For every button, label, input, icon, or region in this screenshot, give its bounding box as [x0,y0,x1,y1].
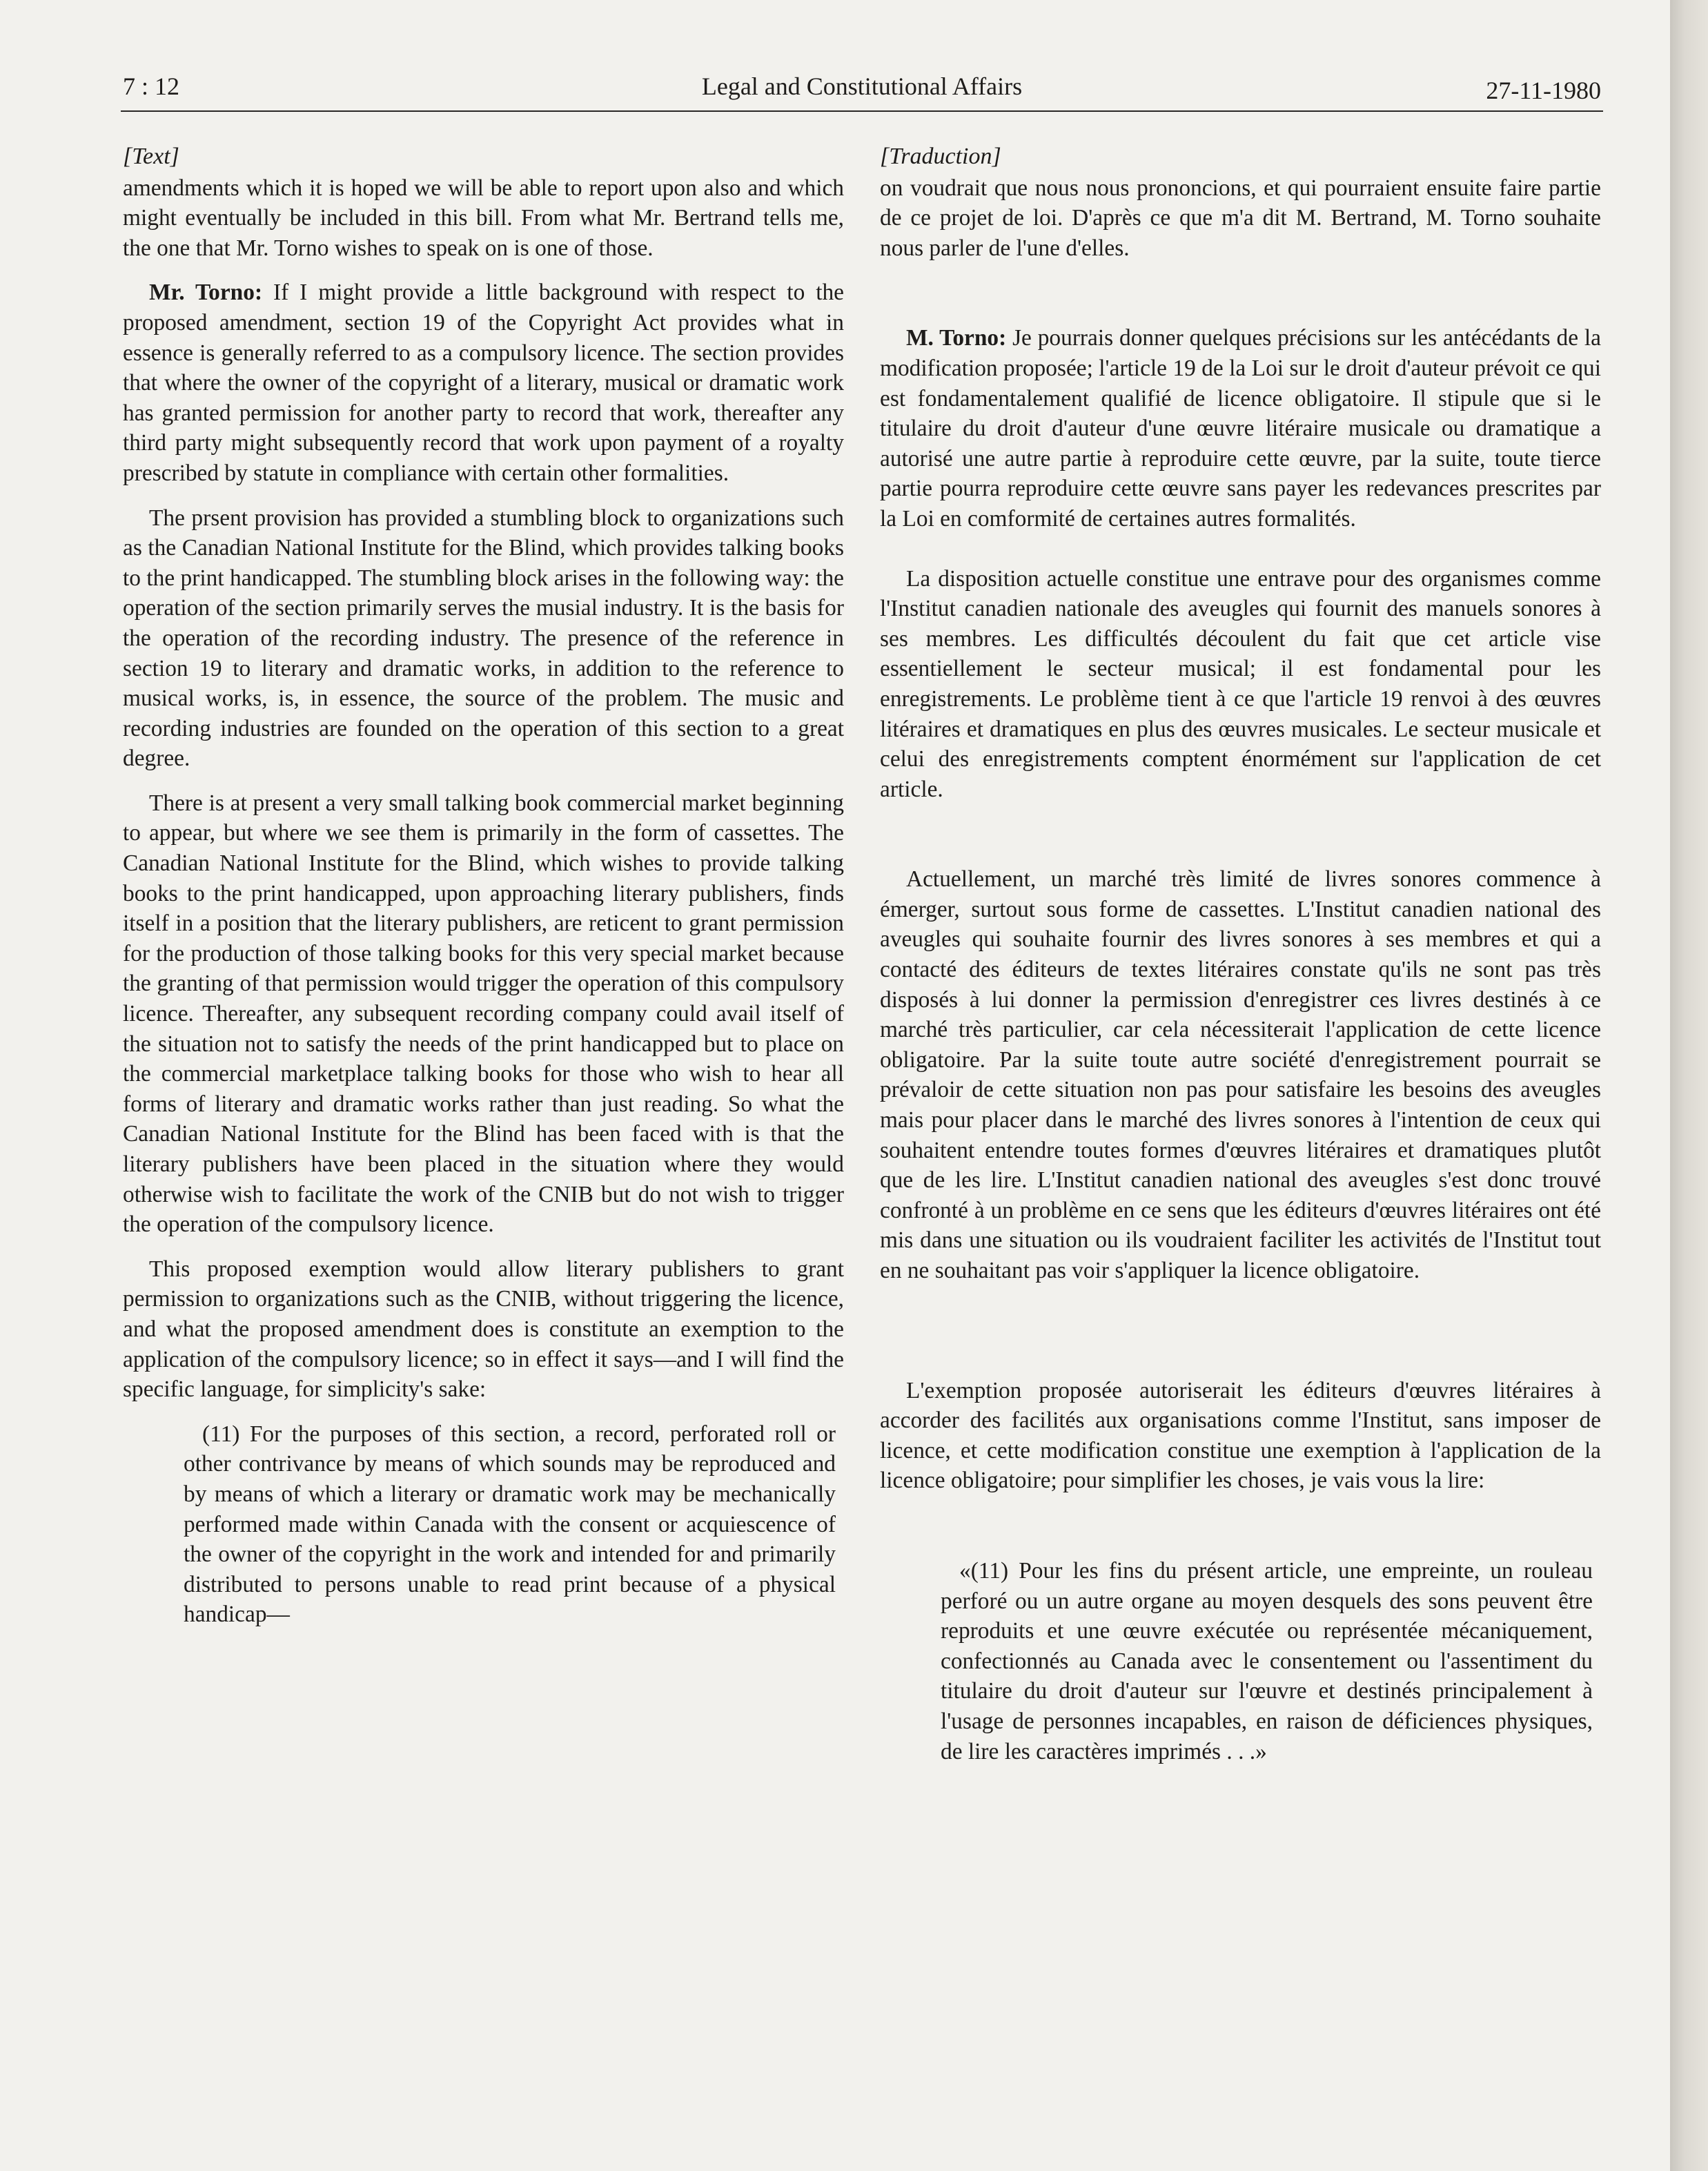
running-title: Legal and Constitutional Affairs [701,72,1023,100]
speaker-name: Mr. Torno: [149,280,263,306]
page-header [123,69,1601,110]
french-quoted-subsection: «(11) Pour les fins du présent article, une empreinte, un rouleau perforé ou un autre organe au moyen desquels des sons peuvent être reproduits et une œuvre exécutée ou représentée mécaniquement, confectionnés au Canada avec le consentement ou l'assentiment du titulaire du droit d'auteur sur l'œuvre et destinés principalement à l'usage de personnes incapables, en raison de déficiences physiques, de lire les caractères imprimés . . .» [941,1557,1593,1764]
french-paragraph-5: L'exemption proposée autoriserait les éditeurs d'œuvres litéraires à accorder des facilités aux organisations comme l'Institut, sans imposer de licence, et cette modification constitue une exemption à l'application de la licence obligatoire; pour simplifier les choses, je vais vous la lire: [880,1377,1601,1494]
page-date: 27-11-1980 [1486,77,1601,104]
english-paragraph-3: The prsent provision has provided a stumbling block to organizations such as the Canadian National Institute for the Blind, which provides talking books to the print handicapped. The stumbling block arises in the following way: the operation of the section primarily serves the musial industry. It is the basis for the operation of the recording industry. The presence of the reference in section 19 to literary and dramatic works, in addition to the reference to musical works, is, in essence, the source of the problem. The music and recording industries are founded on the operation of this section to a great degree. [123,505,844,772]
english-quoted-subsection: (11) For the purposes of this section, a record, perforated roll or other contrivance by means of which sounds may be reproduced and by means of which a literary or dramatic work may be mechanically performed made within Canada with the consent or acquiescence of the owner of the copyright in the work and intended for and primarily distributed to persons unable to read print because of a physical handicap— [184,1421,836,1628]
english-paragraph-4: There is at present a very small talking book commercial market beginning to appear, but where we see them is primarily in the form of cassettes. The Canadian National Institute for the Blind, which wishes to provide talking books to the print handicapped, upon approaching literary publishers, finds itself in a position that the literary publishers, are reticent to grant permission for the production of those talking books for this very special market because the granting of that permission would trigger the operation of this compulsory licence. Thereafter, any subsequent recording company could avail itself of the situation not to satisfy the needs of the print handicapped but to place on the commercial marketplace talking books for those who wish to hear all forms of literary and dramatic works rather than just reading. So what the Canadian National Institute for the Blind has been faced with is that the literary publishers have been placed in the situation where they would otherwise wish to facilitate the work of the CNIB but do not wish to trigger the operation of the compulsory licence. [123,790,844,1238]
speaker-name: M. Torno: [906,325,1007,351]
english-paragraph-1: amendments which it is hoped we will be able to report upon also and which might eventually be included in this bill. From what Mr. Bertrand tells me, the one that Mr. Torno wishes to speak on is one of those. [123,175,844,261]
french-paragraph-1: on voudrait que nous nous prononcions, et qui pourraient ensuite faire partie de ce projet de loi. D'après ce que m'a dit M. Bertrand, M. Torno souhaite nous parler de l'une d'elles. [880,175,1601,261]
french-paragraph-4: Actuellement, un marché très limité de livres sonores commence à émerger, surtout sous forme de cassettes. L'Institut canadien national des aveugles qui souhaite fournir des livres sonores à ses membres et qui a contacté des éditeurs de textes litéraires constate qu'ils ne sont pas très disposés à lui donner la permission d'enregistrer ces livres destinés à ce marché très particulier, car cela nécessiterait l'application de cette licence obligatoire. Par la suite toute autre société d'enregistrement pourrait se prévaloir de cette situation non pas pour satisfaire les besoins des aveugles mais pour placer dans le marché des livres sonores à l'intention de ceux qui souhaitent entendre toutes formes d'œuvres litéraires et dramatiques plutôt que de les lire. L'Institut canadien national des aveugles s'est donc trouvé confronté à un problème en ce sens que les éditeurs d'œuvres litéraires ont été mis dans une situation ou ils voudraient faciliter les activités de l'Institut tout en ne souhaitant pas voir s'appliquer la licence obligatoire. [880,866,1601,1283]
english-paragraph-2 [123,278,844,488]
english-paragraph-2-text: If I might provide a little background with respect to the proposed amendment, section 19 of the Copyright Act provides what in essence is generally referred to as a compulsory licence. The section provides that where the owner of the copyright of a literary, musical or dramatic work has granted permission for another party to record that work, thereafter any third party might subsequently record that work upon payment of a royalty prescribed by statute in compliance with certain other formalities. [123,280,844,486]
french-label: [Traduction] [880,144,1001,169]
french-paragraph-2-text: Je pourrais donner quelques précisions sur les antécédants de la modification proposée; l'article 19 de la Loi sur le droit d'auteur prévoit ce qui est fondamentalement qualifié de licence obligatoire. Il stipule que si le titulaire du droit d'auteur d'une œuvre litéraire musicale ou dramatique a autorisé une autre partie à reproduire cette œuvre, par la suite, toute tierce partie pourra reproduire cette œuvre sans payer les redevances prescrites par la Loi en comformité de certaines autres formalités. [880,325,1601,532]
french-paragraph-3: La disposition actuelle constitue une entrave pour des organismes comme l'Institut canadien nationale des aveugles qui fournit des manuels sonores à ses membres. Les difficultés découlent du fait que cet article vise essentiellement le secteur musical; il est fondamental pour les enregistrements. Le problème tient à ce que l'article 19 renvoi à des œuvres litéraires et dramatiques en plus des œuvres musicales. Le secteur musicale et celui des enregistrements comptent énormément sur l'application de cet article. [880,565,1601,802]
french-column [880,142,1601,1766]
header-rule [121,110,1603,112]
french-paragraph-2 [880,323,1601,534]
page-edge [1670,0,1708,2171]
english-column [123,142,844,1630]
page-number: 7 : 12 [123,72,180,100]
english-label: [Text] [123,144,179,169]
english-paragraph-5: This proposed exemption would allow literary publishers to grant permission to organizations such as the CNIB, without triggering the licence, and what the proposed amendment does is constitute an exemption to the application of the compulsory licence; so in effect it says—and I will find the specific language, for simplicity's sake: [123,1256,844,1403]
